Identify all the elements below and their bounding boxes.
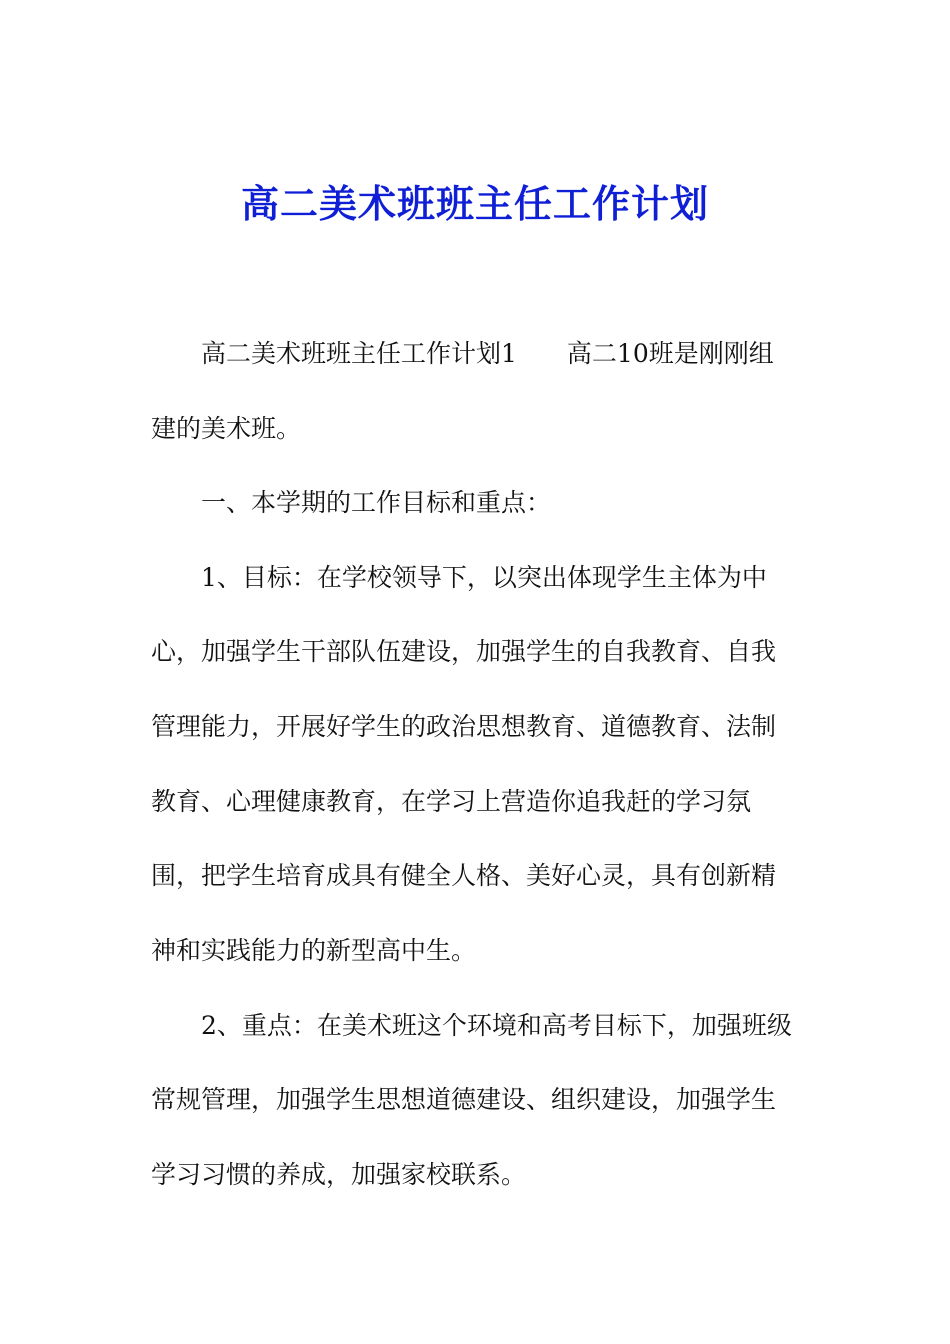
paragraph-line: 常规管理，加强学生思想道德建设、组织建设，加强学生 (151, 1085, 777, 1114)
document-title: 高二美术班班主任工作计划 (240, 181, 709, 226)
paragraph-line: 1、目标：在学校领导下，以突出体现学生主体为中 (201, 563, 767, 592)
paragraph-line: 围，把学生培育成具有健全人格、美好心灵，具有创新精 (151, 861, 777, 890)
paragraph-line: 管理能力，开展好学生的政治思想教育、道德教育、法制 (151, 712, 777, 741)
paragraph-line: 高二美术班班主任工作计划1 高二10班是刚刚组 (201, 339, 774, 368)
paragraph-line: 建的美术班。 (151, 414, 302, 443)
paragraph-line: 心，加强学生干部队伍建设，加强学生的自我教育、自我 (151, 637, 777, 666)
paragraph-line: 神和实践能力的新型高中生。 (151, 936, 477, 965)
paragraph-line: 学习习惯的养成，加强家校联系。 (151, 1160, 527, 1189)
paragraph-line: 2、重点：在美术班这个环境和高考目标下，加强班级 (201, 1011, 792, 1040)
paragraph-line: 教育、心理健康教育，在学习上营造你追我赶的学习氛 (151, 787, 752, 816)
paragraph-line: 一、本学期的工作目标和重点： (201, 488, 552, 517)
